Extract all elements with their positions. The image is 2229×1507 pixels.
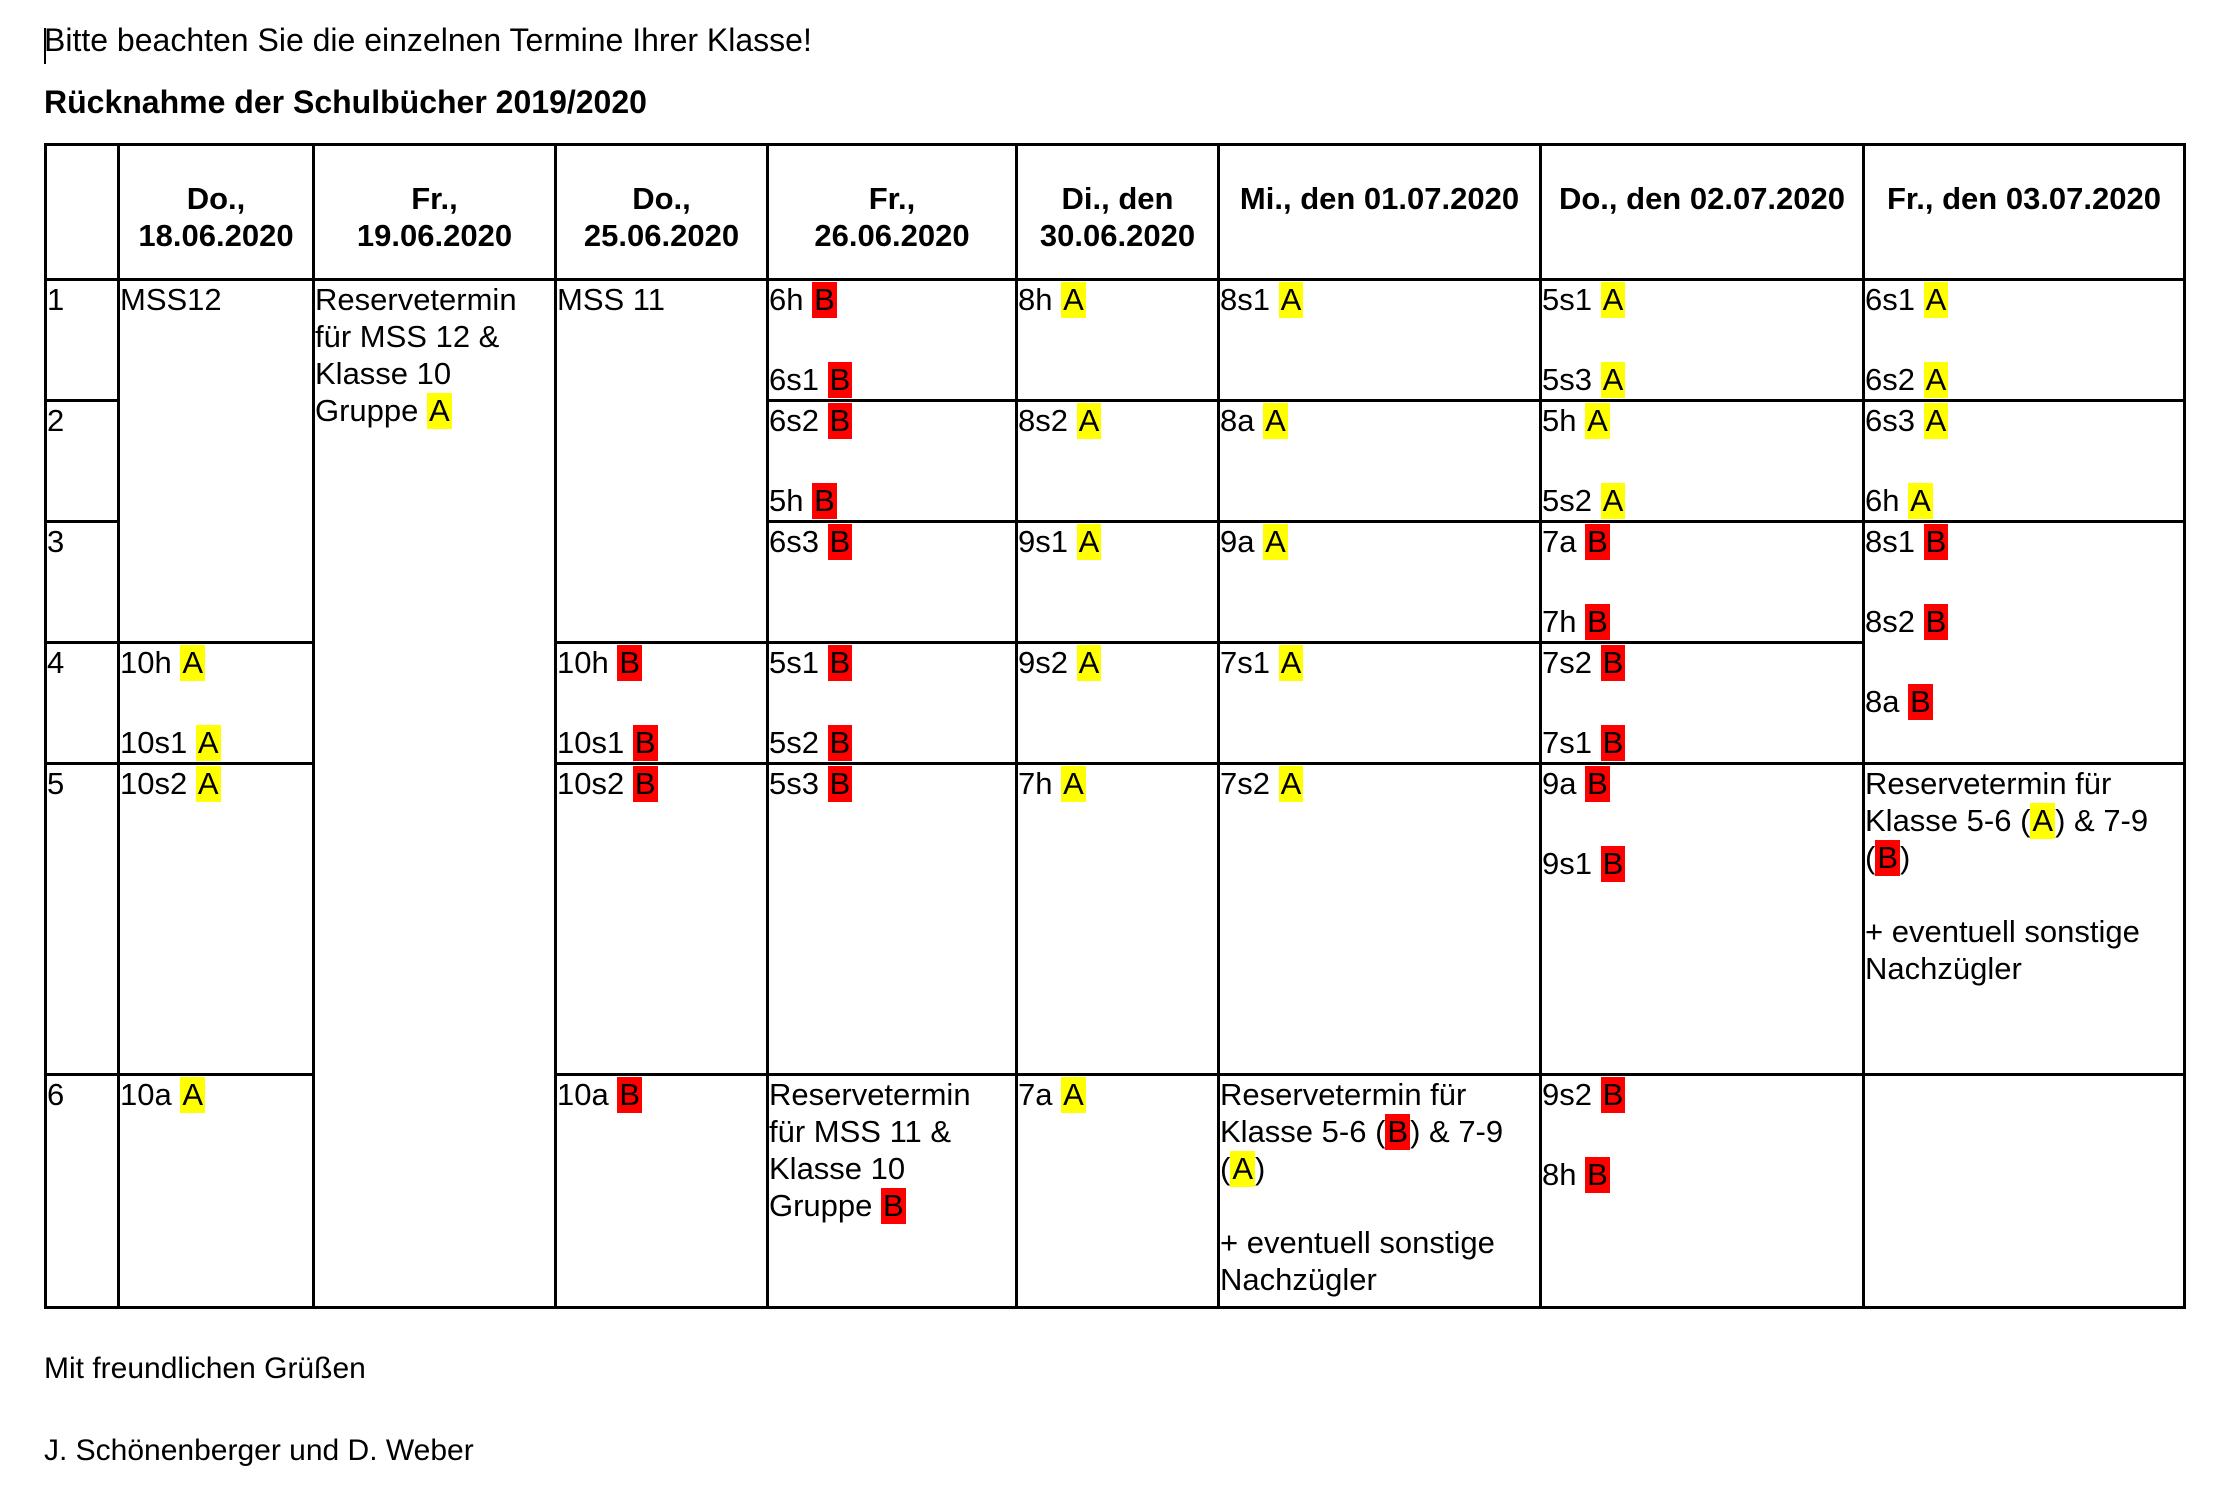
cell-text: 6s3 B: [769, 524, 851, 559]
cell-text: 5s3 A: [1542, 362, 1624, 397]
cell-text: 6h A: [1865, 483, 1931, 518]
group-b-tag: B: [619, 1077, 641, 1112]
group-b-tag: B: [1602, 725, 1624, 760]
cell-text: Reservetermin für: [1220, 1077, 1467, 1112]
cell-text: Nachzügler: [1865, 951, 2022, 986]
cell: [768, 401, 1017, 522]
cell-text: 6h B: [769, 282, 835, 317]
cell: [1541, 764, 1864, 1075]
cell: [1017, 764, 1219, 1075]
group-b-tag: B: [1925, 604, 1947, 639]
table-row: [46, 280, 2185, 401]
cell: [1864, 1075, 2185, 1308]
cell-text: Reservetermin: [315, 282, 517, 317]
group-b-tag: B: [829, 524, 851, 559]
cell: [1541, 522, 1864, 643]
cell: [768, 643, 1017, 764]
cell-text: 6s3 A: [1865, 403, 1947, 438]
cell-text: 6s2 B: [769, 403, 851, 438]
period-number: 3: [46, 522, 119, 643]
cell-text: MSS12: [120, 282, 222, 317]
period-number: 4: [46, 643, 119, 764]
cell-text: (B): [1865, 840, 1911, 875]
cell-text: 7h A: [1018, 766, 1084, 801]
cell-text: 8s1 A: [1220, 282, 1302, 317]
cell: [1017, 522, 1219, 643]
group-b-tag: B: [1602, 1077, 1624, 1112]
cell: [1864, 522, 2185, 764]
group-b-tag: B: [1925, 524, 1947, 559]
cell-text: Klasse 5-6 (B) & 7-9: [1220, 1114, 1504, 1149]
cell: [1541, 1075, 1864, 1308]
cell: [119, 280, 314, 643]
signature: J. Schönenberger und D. Weber: [44, 1434, 474, 1467]
group-a-tag: A: [1910, 483, 1931, 518]
header-date: Mi., den 01.07.2020: [1219, 145, 1541, 280]
cell: [1017, 280, 1219, 401]
cell-text: 8a B: [1865, 684, 1931, 719]
group-b-tag: B: [1910, 684, 1931, 719]
group-a-tag: A: [1602, 362, 1624, 397]
cell: [1219, 764, 1541, 1075]
cell: [119, 764, 314, 1075]
cell: [768, 522, 1017, 643]
cell-text: 8s2 B: [1865, 604, 1947, 639]
cell-text: 8s1 B: [1865, 524, 1947, 559]
cell-text: (A): [1220, 1151, 1266, 1186]
group-b-tag: B: [814, 282, 835, 317]
cell-text: 10h B: [557, 645, 641, 680]
cell-text: 7h B: [1542, 604, 1608, 639]
header-empty: [46, 145, 119, 280]
cell: [119, 643, 314, 764]
group-a-tag: A: [197, 766, 219, 801]
cell: [1219, 280, 1541, 401]
cell: [768, 1075, 1017, 1308]
period-number: 2: [46, 401, 119, 522]
group-a-tag: A: [1925, 282, 1947, 317]
cell-text: 6s1 B: [769, 362, 851, 397]
cell: [1219, 401, 1541, 522]
cell-text: 8a A: [1220, 403, 1286, 438]
group-b-tag: B: [1587, 524, 1608, 559]
cell: [314, 280, 556, 1308]
closing-greeting: Mit freundlichen Grüßen: [44, 1352, 366, 1385]
group-a-tag: A: [1265, 403, 1286, 438]
group-b-tag: B: [634, 766, 656, 801]
cell: [1219, 1075, 1541, 1308]
cell-text: 10s1 B: [557, 725, 656, 760]
cell: [1864, 764, 2185, 1075]
group-a-tag: A: [1232, 1151, 1254, 1186]
group-b-tag: B: [814, 483, 835, 518]
cell: [768, 764, 1017, 1075]
group-a-tag: A: [1602, 483, 1624, 518]
group-a-tag: A: [1063, 766, 1084, 801]
cell: [1017, 643, 1219, 764]
cell-text: 10a B: [557, 1077, 641, 1112]
group-a-tag: A: [1078, 403, 1100, 438]
cell: [1541, 643, 1864, 764]
group-b-tag: B: [1602, 846, 1624, 881]
cell-text: [315, 281, 554, 429]
header-date: Fr., den 03.07.2020: [1864, 145, 2185, 280]
cell-text: Reservetermin für: [1865, 766, 2112, 801]
period-number: 1: [46, 280, 119, 401]
group-a-tag: A: [1925, 403, 1947, 438]
cell: [556, 1075, 768, 1308]
cell: [556, 764, 768, 1075]
group-b-tag: B: [1387, 1114, 1409, 1149]
group-a-tag: A: [1280, 282, 1302, 317]
group-b-tag: B: [829, 725, 851, 760]
group-a-tag: A: [1925, 362, 1947, 397]
cell-text: 5h A: [1542, 403, 1608, 438]
group-a-tag: A: [1280, 645, 1302, 680]
cell-text: 8h A: [1018, 282, 1084, 317]
group-b-tag: B: [1587, 766, 1608, 801]
cell-text: für MSS 11 &: [769, 1114, 952, 1149]
cell-text: 10h A: [120, 645, 204, 680]
cell-text: 5s2 B: [769, 725, 851, 760]
cell-text: 9s1 B: [1542, 846, 1624, 881]
cell: [556, 280, 768, 643]
cell-text: 7a A: [1018, 1077, 1084, 1112]
period-number: 6: [46, 1075, 119, 1308]
cell-text: 5s1 A: [1542, 282, 1624, 317]
cell: [1219, 643, 1541, 764]
cell: [119, 1075, 314, 1308]
header-date: Fr., 26.06.2020: [768, 145, 1017, 280]
cell-text: Klasse 5-6 (A) & 7-9: [1865, 803, 2149, 838]
cell-text: Klasse 10: [769, 1151, 906, 1186]
cell-text: 6s1 A: [1865, 282, 1947, 317]
document-title: Rücknahme der Schulbücher 2019/2020: [44, 84, 647, 120]
group-b-tag: B: [829, 403, 851, 438]
cell-text: Klasse 10: [315, 356, 452, 391]
group-b-tag: B: [829, 766, 851, 801]
cell-text: 10s2 A: [120, 766, 219, 801]
header-date: Di., den 30.06.2020: [1017, 145, 1219, 280]
group-b-tag: B: [829, 362, 851, 397]
cell-text: + eventuell sonstige: [1220, 1225, 1495, 1260]
cell: [1541, 401, 1864, 522]
cell-text: 9a A: [1220, 524, 1286, 559]
header-row: [46, 145, 2185, 280]
cell-text: 7a B: [1542, 524, 1608, 559]
cell-text: 10a A: [120, 1077, 204, 1112]
cell-text: 5s1 B: [769, 645, 851, 680]
cell-text: Gruppe B: [769, 1188, 904, 1223]
cell-text: 5s3 B: [769, 766, 851, 801]
cell-text: 5h B: [769, 483, 835, 518]
group-b-tag: B: [1877, 840, 1899, 875]
group-a-tag: A: [182, 1077, 204, 1112]
period-number: 5: [46, 764, 119, 1075]
group-b-tag: B: [1587, 1157, 1608, 1192]
cell-text: für MSS 12 &: [315, 319, 500, 354]
header-date: Do., den 02.07.2020: [1541, 145, 1864, 280]
cell: [1864, 401, 2185, 522]
group-a-tag: A: [1078, 645, 1100, 680]
cell-text: 6s2 A: [1865, 362, 1947, 397]
cell-text: + eventuell sonstige: [1865, 914, 2140, 949]
cell-text: 9a B: [1542, 766, 1608, 801]
cell-text: 9s1 A: [1018, 524, 1100, 559]
group-a-tag: A: [429, 393, 450, 428]
cell-text: [769, 1076, 1015, 1224]
header-date: Do., 25.06.2020: [556, 145, 768, 280]
intro-text: Bitte beachten Sie die einzelnen Termine Ihrer Klasse!: [44, 22, 812, 58]
header-date: Do., 18.06.2020: [119, 145, 314, 280]
cell-text: 8s2 A: [1018, 403, 1100, 438]
cell: [768, 280, 1017, 401]
cell-text: 7s1 B: [1542, 725, 1624, 760]
cell-text: [1220, 1076, 1539, 1298]
cell: [556, 643, 768, 764]
cell-text: 7s2 B: [1542, 645, 1624, 680]
schedule-table: [44, 143, 2186, 1309]
group-b-tag: B: [1602, 645, 1624, 680]
group-a-tag: A: [1280, 766, 1302, 801]
cell-text: [1865, 765, 2183, 987]
group-b-tag: B: [619, 645, 641, 680]
cell-text: 7s1 A: [1220, 645, 1302, 680]
cell: [1864, 280, 2185, 401]
cell: [1017, 1075, 1219, 1308]
cell-text: 10s1 A: [120, 725, 219, 760]
group-a-tag: A: [1063, 282, 1084, 317]
cell: [1219, 522, 1541, 643]
header-date: Fr., 19.06.2020: [314, 145, 556, 280]
cell: [1541, 280, 1864, 401]
cell-text: 7s2 A: [1220, 766, 1302, 801]
group-a-tag: A: [1078, 524, 1100, 559]
group-b-tag: B: [634, 725, 656, 760]
cell-text: 8h B: [1542, 1157, 1608, 1192]
group-b-tag: B: [829, 645, 851, 680]
group-a-tag: A: [1063, 1077, 1084, 1112]
cell-text: 9s2 A: [1018, 645, 1100, 680]
cell-text: Reservetermin: [769, 1077, 971, 1112]
group-a-tag: A: [1265, 524, 1286, 559]
cell-text: 5s2 A: [1542, 483, 1624, 518]
group-a-tag: A: [1587, 403, 1608, 438]
group-b-tag: B: [1587, 604, 1608, 639]
group-a-tag: A: [2032, 803, 2054, 838]
cell-text: 9s2 B: [1542, 1077, 1624, 1112]
group-a-tag: A: [182, 645, 204, 680]
cell-text: MSS 11: [557, 282, 665, 317]
cell-text: 10s2 B: [557, 766, 656, 801]
cell-text: Gruppe A: [315, 393, 450, 428]
group-b-tag: B: [883, 1188, 904, 1223]
group-a-tag: A: [1602, 282, 1624, 317]
group-a-tag: A: [197, 725, 219, 760]
cell-text: Nachzügler: [1220, 1262, 1377, 1297]
cell: [1017, 401, 1219, 522]
